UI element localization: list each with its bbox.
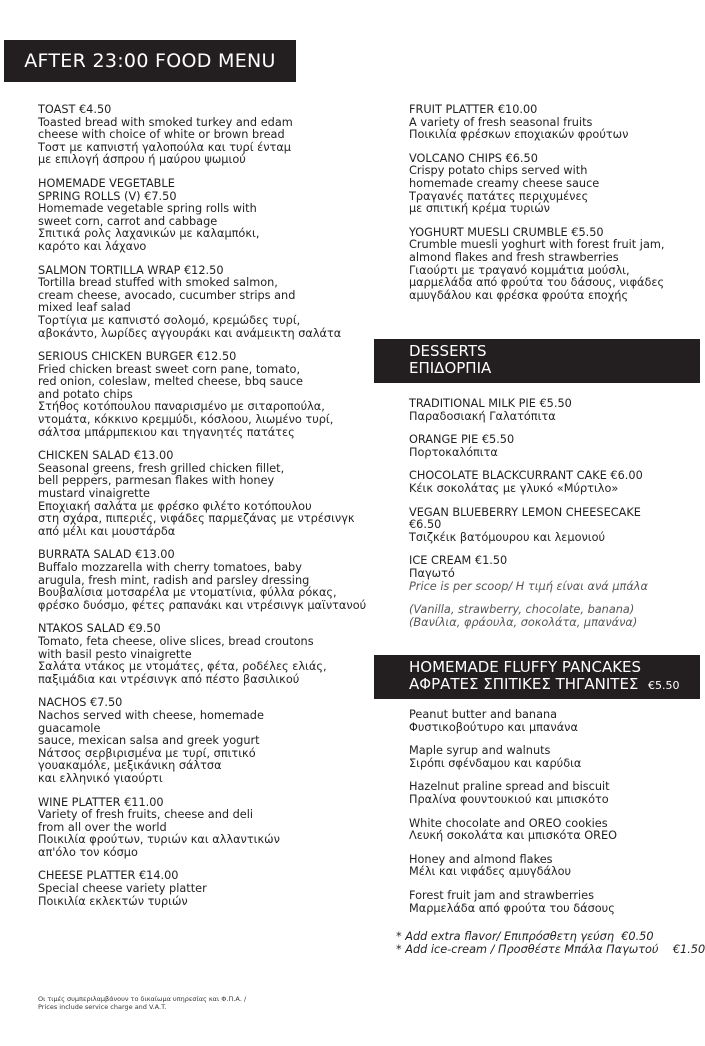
- item-description: arugula, fresh mint, radish and parsley dressing: [38, 573, 310, 587]
- item-description: Crispy potato chips served with: [409, 164, 588, 178]
- item-name: ORANGE PIE €5.50: [409, 433, 515, 447]
- pancakes-header: [374, 655, 700, 699]
- pancakes-title-gr: ΑΦΡΑΤΕΣ ΣΠΙΤΙΚΕΣ ΤΗΓΑΝΙΤΕΣ: [409, 675, 639, 693]
- pancake-option-text: Honey and almond flakes: [409, 852, 553, 866]
- menu-item: [38, 104, 368, 167]
- item-description: Κέικ σοκολάτας με γλυκό «Μύρτιλο»: [409, 481, 619, 495]
- left-menu-column: [38, 104, 368, 919]
- item-description: Πορτοκαλόπιτα: [409, 445, 498, 459]
- item-name-cont: SPRING ROLLS (V) €7.50: [38, 189, 177, 203]
- menu-item: [38, 351, 368, 439]
- desserts-title-en: DESSERTS: [409, 342, 487, 360]
- item-description: Βουβαλίσια μοτσαρέλα με ντοματίνια, φύλλα ρόκας,: [38, 586, 337, 600]
- item-description: Στήθος κοτόπουλου παναρισμένο με σιταροπούλα,: [38, 400, 325, 414]
- item-description: ντομάτα, κόκκινο κρεμμύδι, κόσλοου, λιωμένο τυρί,: [38, 413, 334, 427]
- footer-line-en: Prices include service charge and V.A.T.: [38, 1003, 167, 1011]
- item-description: Τορτίγια με καπνιστό σολομό, κρεμώδες τυρί,: [38, 313, 301, 327]
- item-description: homemade creamy cheese sauce: [409, 176, 600, 190]
- item-description: Variety of fresh fruits, cheese and deli: [38, 808, 254, 822]
- pancake-option-text: Μαρμελάδα από φρούτα του δάσους: [409, 901, 615, 915]
- item-name: TRADITIONAL MILK PIE €5.50: [409, 397, 572, 410]
- item-description: σάλτσα μπάρμπεκιου και τηγανητές πατάτες: [38, 425, 295, 439]
- item-name: VEGAN BLUEBERRY LEMON CHEESECAKE: [409, 505, 641, 519]
- footer-note: [38, 995, 338, 1011]
- item-description: με επιλογή άσπρου ή μαύρου ψωμιού: [38, 153, 246, 167]
- item-description: απ'όλο τον κόσμο: [38, 845, 138, 859]
- item-name: SALMON TORTILLA WRAP €12.50: [38, 263, 224, 277]
- item-description: αβοκάντο, λωρίδες αγγουράκι και ανάμεικτη σαλάτα: [38, 326, 342, 340]
- item-description: Παγωτό: [409, 566, 455, 580]
- item-description: Special cheese variety platter: [38, 882, 207, 896]
- item-description: A variety of fresh seasonal fruits: [409, 115, 593, 129]
- item-note: (Βανίλια, φράουλα, σοκολάτα, μπανάνα): [409, 615, 638, 629]
- item-name: TOAST €4.50: [38, 103, 112, 116]
- item-name: BURRATA SALAD €13.00: [38, 548, 175, 562]
- menu-item: [38, 450, 368, 538]
- item-description: mustard vinaigrette: [38, 487, 150, 501]
- item-description: αμυγδάλου και φρέσκα φρούτα εποχής: [409, 288, 629, 302]
- item-description: με σπιτική κρέμα τυριών: [409, 202, 550, 216]
- menu-item: [409, 398, 694, 423]
- item-description: and potato chips: [38, 387, 133, 401]
- item-name: CHEESE PLATTER €14.00: [38, 869, 179, 883]
- item-name: SERIOUS CHICKEN BURGER €12.50: [38, 350, 237, 364]
- extras-notes: [396, 930, 705, 956]
- pancake-option-text: Peanut butter and banana: [409, 708, 558, 721]
- note-ice-cream: * Add ice-cream / Προσθέστε Μπάλα Παγωτού €1.50: [396, 942, 705, 956]
- item-name: NTAKOS SALAD €9.50: [38, 622, 161, 636]
- menu-item: [38, 623, 368, 686]
- item-description: almond flakes and fresh strawberries: [409, 250, 619, 264]
- pancake-option: [409, 818, 694, 843]
- item-description: γουακαμόλε, μεξικάνικη σάλτσα: [38, 759, 222, 773]
- menu-item: [38, 178, 368, 254]
- pancake-option-text: Πραλίνα φουντουκιού και μπισκότο: [409, 792, 609, 806]
- item-description: Homemade vegetable spring rolls with: [38, 202, 257, 216]
- item-description: from all over the world: [38, 820, 167, 834]
- item-description: καρότο και λάχανο: [38, 239, 147, 253]
- item-description: μαρμελάδα από φρούτα του δάσους, νιφάδες: [409, 276, 665, 290]
- item-description: sweet corn, carrot and cabbage: [38, 214, 218, 228]
- item-description: Τοστ με καπνιστή γαλοπούλα και τυρί ένταμ: [38, 140, 291, 154]
- item-description: with basil pesto vinaigrette: [38, 647, 192, 661]
- pancake-option-text: Φυστικοβούτυρο και μπανάνα: [409, 720, 578, 734]
- item-description: Γιαούρτι με τραγανό κομμάτια μούσλι,: [409, 263, 630, 277]
- menu-item: [409, 604, 694, 629]
- item-description: Tomato, feta cheese, olive slices, bread croutons: [38, 634, 314, 648]
- item-description: guacamole: [38, 721, 101, 735]
- pancakes-list: [409, 709, 694, 926]
- item-description: παξιμάδια και ντρέσινγκ από πέστο βασιλικού: [38, 672, 300, 686]
- item-name: WINE PLATTER €11.00: [38, 795, 164, 809]
- pancake-option-text: Forest fruit jam and strawberries: [409, 888, 595, 902]
- menu-title: AFTER 23:00 FOOD MENU: [24, 50, 276, 72]
- pancake-option: [409, 745, 694, 770]
- menu-item: [409, 227, 694, 303]
- item-description: από μέλι και μουστάρδα: [38, 524, 176, 538]
- menu-title-bar: [4, 40, 296, 82]
- item-name: YOGHURT MUESLI CRUMBLE €5.50: [409, 225, 604, 239]
- item-name-cont: €6.50: [409, 518, 442, 532]
- menu-item: [409, 153, 694, 216]
- pancakes-price: €5.50: [647, 679, 680, 692]
- item-description: Σπιτικά ρολς λαχανικών με καλαμπόκι,: [38, 227, 260, 241]
- menu-item: [38, 549, 368, 612]
- item-name: VOLCANO CHIPS €6.50: [409, 151, 538, 165]
- item-description: Σαλάτα ντάκος με ντομάτες, φέτα, ροδέλες ελιάς,: [38, 660, 327, 674]
- item-name: CHICKEN SALAD €13.00: [38, 449, 174, 463]
- menu-item: [409, 470, 694, 495]
- pancake-option-text: Μέλι και νιφάδες αμυγδάλου: [409, 865, 572, 879]
- item-description: Seasonal greens, fresh grilled chicken fillet,: [38, 461, 285, 475]
- item-description: Παραδοσιακή Γαλατόπιτα: [409, 409, 556, 423]
- pancake-option-text: Σιρόπι σφένδαμου και καρύδια: [409, 756, 582, 770]
- item-description: Nachos served with cheese, homemade: [38, 708, 264, 722]
- item-description: στη σχάρα, πιπεριές, νιφάδες παρμεζάνας με ντρέσινγκ: [38, 512, 355, 526]
- item-description: bell peppers, parmesan flakes with honey: [38, 474, 275, 488]
- item-name: ICE CREAM €1.50: [409, 554, 508, 568]
- pancake-option-text: Maple syrup and walnuts: [409, 744, 551, 758]
- pancake-option: [409, 854, 694, 879]
- menu-item: [409, 555, 694, 593]
- item-description: Νάτσος σερβιρισμένα με τυρί, σπιτικό: [38, 746, 256, 760]
- pancake-option: [409, 781, 694, 806]
- menu-item: [38, 870, 368, 908]
- desserts-header: [374, 339, 700, 383]
- item-description: Crumble muesli yoghurt with forest fruit jam,: [409, 238, 665, 252]
- right-menu-column: [409, 104, 694, 313]
- desserts-title-gr: ΕΠΙΔΟΡΠΙΑ: [409, 359, 492, 377]
- footer-line-gr: Οι τιμές συμπεριλαμβάνουν το δικαίωμα υπηρεσίας και Φ.Π.Α. /: [38, 995, 247, 1003]
- item-description: Εποχιακή σαλάτα με φρέσκο φιλέτο κοτόπουλου: [38, 499, 312, 513]
- item-description: cream cheese, avocado, cucumber strips and: [38, 288, 296, 302]
- item-description: και ελληνικό γιαούρτι: [38, 771, 163, 785]
- item-name: HOMEMADE VEGETABLE: [38, 176, 175, 190]
- item-note: Price is per scoop/ Η τιμή είναι ανά μπάλα: [409, 579, 648, 593]
- item-description: red onion, coleslaw, melted cheese, bbq sauce: [38, 375, 303, 389]
- item-name: NACHOS €7.50: [38, 696, 123, 710]
- item-description: Τραγανές πατάτες περιχυμένες: [409, 189, 589, 203]
- menu-item: [409, 434, 694, 459]
- note-extra-flavor: * Add extra flavor/ Επιπρόσθετη γεύση €0.50: [396, 930, 654, 943]
- item-name: FRUIT PLATTER €10.00: [409, 103, 538, 116]
- item-description: Ποικιλία εκλεκτών τυριών: [38, 894, 188, 908]
- pancake-option-text: White chocolate and OREO cookies: [409, 816, 608, 830]
- item-note: (Vanilla, strawberry, chocolate, banana): [409, 603, 635, 617]
- item-description: Fried chicken breast sweet corn pane, tomato,: [38, 362, 301, 376]
- menu-item: [38, 697, 368, 785]
- item-description: mixed leaf salad: [38, 301, 131, 315]
- item-description: cheese with choice of white or brown bread: [38, 128, 285, 142]
- item-description: Ποικιλία φρούτων, τυριών και αλλαντικών: [38, 833, 280, 847]
- pancake-option: [409, 890, 694, 915]
- menu-item: [38, 265, 368, 341]
- pancake-option-text: Hazelnut praline spread and biscuit: [409, 780, 610, 794]
- item-description: Ποικιλία φρέσκων εποχιακών φρούτων: [409, 128, 629, 142]
- pancake-option-text: Λευκή σοκολάτα και μπισκότα OREO: [409, 829, 618, 843]
- item-description: Buffalo mozzarella with cherry tomatoes, baby: [38, 561, 302, 574]
- item-description: φρέσκο δυόσμο, φέτες ραπανάκι και ντρέσινγκ μαϊντανού: [38, 598, 367, 612]
- item-description: Toasted bread with smoked turkey and edam: [38, 115, 293, 129]
- item-description: Τσιζκέικ βατόμουρου και λεμονιού: [409, 530, 606, 544]
- desserts-list: [409, 398, 694, 640]
- item-description: sauce, mexican salsa and greek yogurt: [38, 734, 260, 748]
- menu-item: [409, 507, 694, 545]
- item-name: CHOCOLATE BLACKCURRANT CAKE €6.00: [409, 469, 643, 483]
- pancake-option: [409, 709, 694, 734]
- menu-item: [38, 797, 368, 860]
- menu-item: [409, 104, 694, 142]
- item-description: Tortilla bread stuffed with smoked salmon,: [38, 276, 278, 290]
- pancakes-title-en: HOMEMADE FLUFFY PANCAKES: [409, 658, 642, 676]
